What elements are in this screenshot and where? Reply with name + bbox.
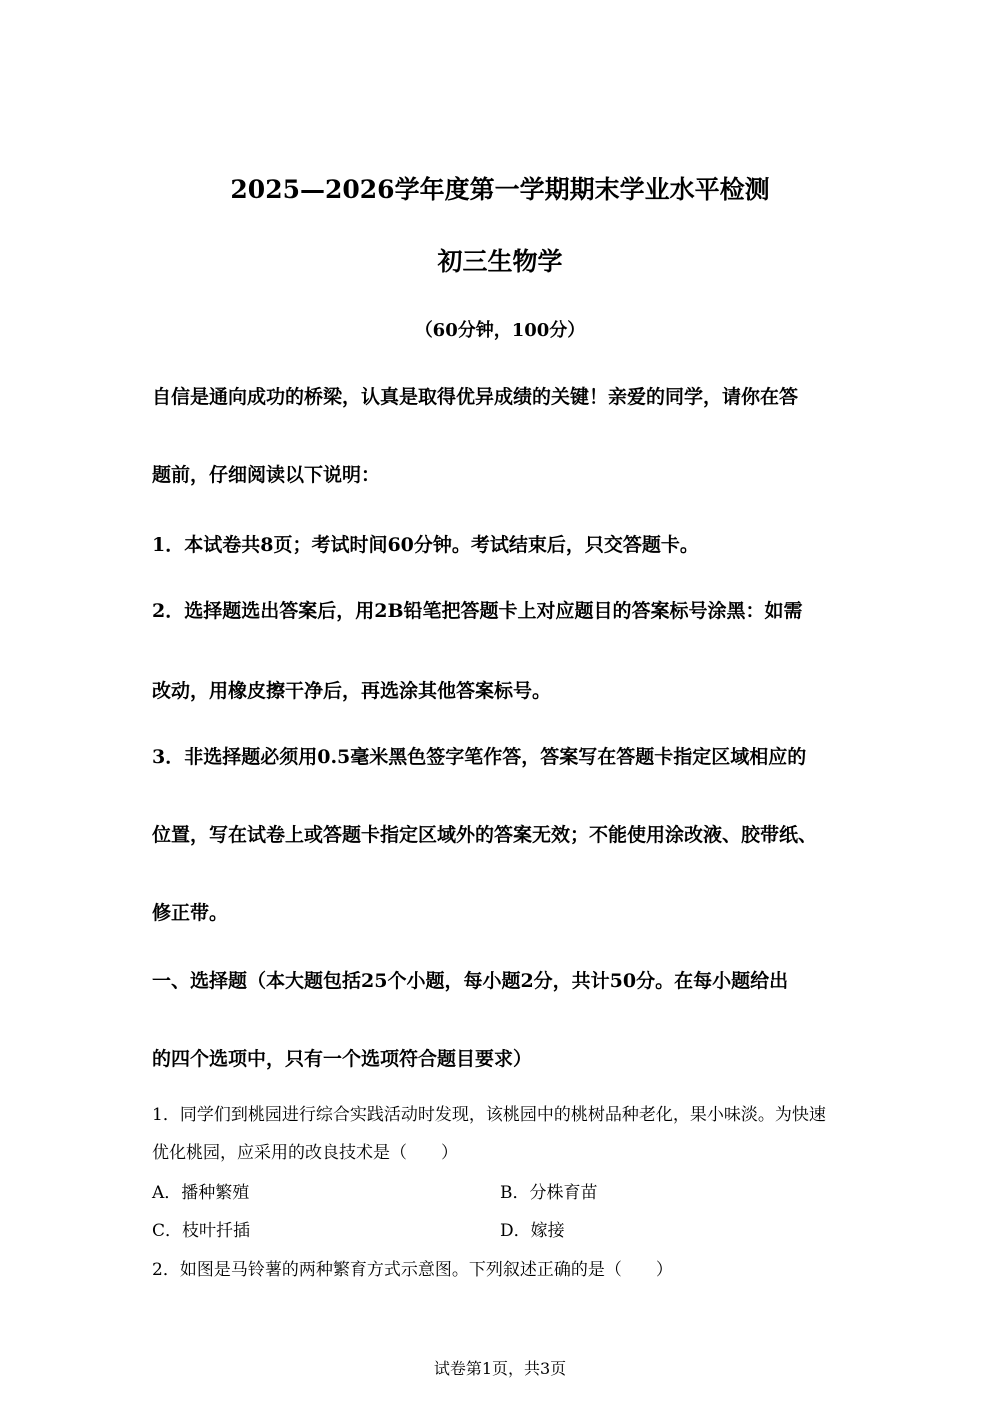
subject-title: 初三生物学 <box>437 247 563 276</box>
question-1-stem-line-1: 1．同学们到桃园进行综合实践活动时发现，该桃园中的桃树品种老化，果小味淡。为快速 <box>152 1105 826 1125</box>
instruction-3-line-3: 修正带。 <box>152 902 229 924</box>
instruction-1: 1．本试卷共8页；考试时间60分钟。考试结束后，只交答题卡。 <box>152 534 699 556</box>
instruction-3-line-2: 位置，写在试卷上或答题卡指定区域外的答案无效；不能使用涂改液、胶带纸、 <box>152 824 818 846</box>
instruction-3-line-1: 3．非选择题必须用0.5毫米黑色签字笔作答，答案写在答题卡指定区域相应的 <box>152 746 807 768</box>
question-1-option-c: C．枝叶扦插 <box>152 1221 251 1241</box>
intro-line-2: 题前，仔细阅读以下说明： <box>152 464 381 486</box>
page-footer: 试卷第1页，共3页 <box>433 1359 567 1378</box>
section-heading-line-1: 一、选择题（本大题包括25个小题，每小题2分，共计50分。在每小题给出 <box>152 970 789 992</box>
instruction-2-line-2: 改动，用橡皮擦干净后，再选涂其他答案标号。 <box>152 680 552 702</box>
instruction-2-line-1: 2．选择题选出答案后，用2B铅笔把答题卡上对应题目的答案标号涂黑：如需 <box>152 600 803 622</box>
question-1-option-a: A．播种繁殖 <box>152 1183 250 1203</box>
question-2-stem-line-1: 2．如图是马铃薯的两种繁育方式示意图。下列叙述正确的是（ ） <box>152 1260 673 1280</box>
intro-line-1: 自信是通向成功的桥梁，认真是取得优异成绩的关键！亲爱的同学，请你在答 <box>152 386 799 408</box>
exam-duration: （60分钟，100分） <box>414 320 586 341</box>
question-1-option-d: D．嫁接 <box>500 1221 565 1241</box>
question-1-option-b: B．分株育苗 <box>500 1183 598 1203</box>
question-1-stem-line-2: 优化桃园，应采用的改良技术是（ ） <box>152 1143 458 1163</box>
exam-title: 2025—2026学年度第一学期期末学业水平检测 <box>230 175 770 204</box>
section-heading-line-2: 的四个选项中，只有一个选项符合题目要求） <box>152 1048 533 1070</box>
